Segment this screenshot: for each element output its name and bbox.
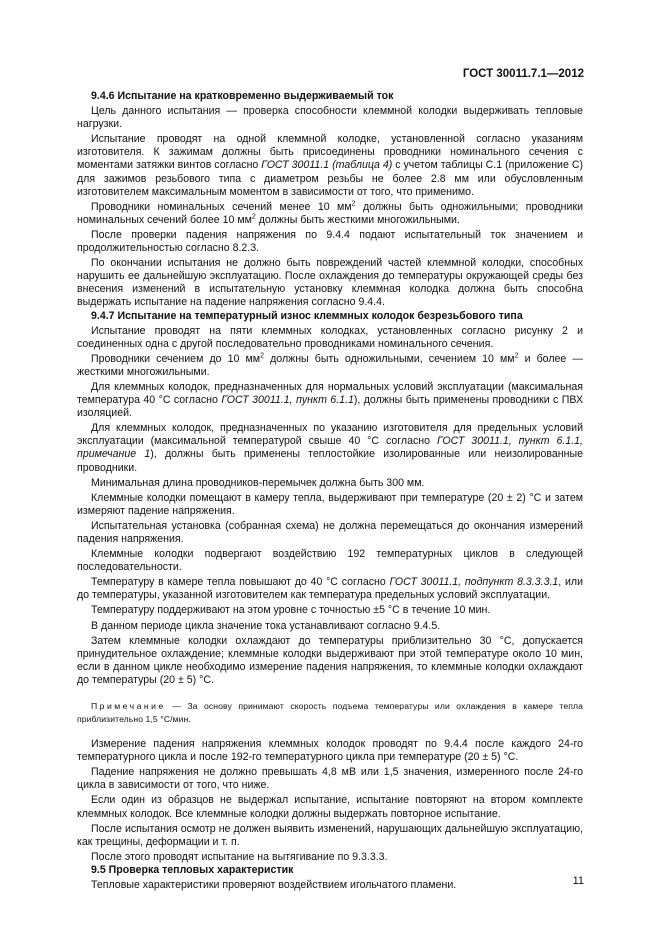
paragraph: После этого проводят испытание на вытягивание по 9.3.3.3.	[91, 850, 388, 863]
paragraph: После проверки падения напряжения по 9.4.4 подают испытательный ток значением и продолжительностью согласно 8.2.3.	[77, 228, 583, 255]
text-run: Испытание проводят на одной клеммной колодке, установленной согласно указаниям изготовителя. К зажимам должны быть присоединены проводники номинального сечения с моментами затяжки винтов согласно	[77, 133, 583, 172]
paragraph	[77, 353, 583, 379]
paragraph: Измерение падения напряжения клеммных колодок проводят по 9.4.4 после каждого 24-го температурного цикла и после 192-го температурного цикла при температуре (20 ± 5) °С.	[77, 738, 583, 764]
standard-reference: ГОСТ 30011.1, пункт 6.1.1, примечание 1	[77, 435, 584, 461]
section-heading-9-4-6: 9.4.6 Испытание на кратковременно выдерживаемый ток	[91, 90, 394, 102]
note-text: — За основу принимают скорость подъема температуры или охлаждения в камере тепла приблизительно 1,5 °С/мин.	[77, 701, 583, 724]
superscript: 2	[514, 352, 519, 360]
paragraph: Тепловые характеристики проверяют воздействием игольчатого пламени.	[91, 878, 457, 891]
paragraph: Испытательная установка (собранная схема) не должна перемещаться до окончания измерений падения напряжения.	[77, 519, 583, 545]
paragraph: Падение напряжения не должно превышать 4,8 мВ или 1,5 значения, измеренного после 24-го цикла в зависимости от того, что ниже.	[77, 766, 583, 792]
document-body	[77, 90, 583, 892]
text-run: Температуру в камере тепла повышают до 40 °С согласно	[91, 576, 390, 589]
superscript: 2	[351, 200, 356, 208]
text-run: должны быть одножильными; проводники номинальных сечений более 10 мм	[77, 200, 583, 226]
paragraph: Цель данного испытания — проверка способности клеммной колодки выдерживать тепловые нагрузки.	[77, 105, 583, 131]
paragraph: Минимальная длина проводников-перемычек должна быть 300 мм.	[91, 476, 425, 489]
paragraph	[77, 381, 583, 420]
text-run: с учетом таблицы С.1 (приложение С) для зажимов резьбового типа с диаметром резьбы не более 2.8 мм или обусловленным изготовителем максимальным моментом в зависимости от того, что применимо.	[77, 159, 583, 198]
paragraph: Температуру поддерживают на этом уровне с точностью ±5 °С в течение 10 мин.	[91, 604, 491, 617]
paragraph: Испытание проводят на пяти клеммных колодках, установленных согласно рисунку 2 и соединенных одна с другой последовательно проводниками номинального сечения.	[77, 324, 583, 350]
standard-reference: ГОСТ 30011.1, пункт 6.1.1	[221, 394, 354, 407]
section-heading-9-4-7: 9.4.7 Испытание на температурный износ клеммных колодок безрезьбового типа	[91, 309, 523, 322]
paragraph: В данном периоде цикла значение тока устанавливают согласно 9.4.5.	[91, 619, 441, 632]
text-run: должны быть жесткими многожильными.	[255, 213, 460, 226]
text-run: Проводники сечением до 10 мм	[91, 352, 261, 365]
text-run: ), должны быть применены проводники с ПВХ изоляцией.	[77, 394, 584, 420]
paragraph: По окончании испытания не должно быть повреждений частей клеммной колодки, способных нарушить ее дальнейшую эксплуатацию. После охлаждения до температуры окружающей среды без внесения изменений в испытательную установку клеммная колодка должна быть способна выдержать испытание на падение напряжения согласно 9.4.4.	[77, 257, 583, 309]
paragraph: Затем клеммные колодки охлаждают до температуры приблизительно 30 °С, допускается принудительное охлаждение; клеммные колодки выдерживают при этой температуре около 10 мин, если в данном цикле необходимо измерение падения напряжения, то клеммные колодки охлаждают до температуры (20 ± 5) °С.	[77, 634, 583, 686]
text-run: должны быть одножильными, сечением 10 мм	[264, 352, 515, 365]
paragraph	[77, 576, 583, 602]
section-heading-9-5: 9.5 Проверка тепловых характеристик	[91, 863, 294, 876]
note-label: Примечание	[91, 701, 166, 712]
document-code-header: ГОСТ 30011.7.1—2012	[462, 68, 584, 80]
paragraph: Клеммные колодки помещают в камеру тепла, выдерживают при температуре (20 ± 2) °С и затем измеряют падение напряжения.	[77, 491, 583, 517]
paragraph	[77, 201, 583, 227]
standard-reference: ГОСТ 30011.1, подпункт 8.3.3.3.1	[389, 576, 559, 589]
standard-reference: ГОСТ 30011.1 (таблица 4)	[261, 159, 393, 172]
note	[77, 700, 583, 725]
paragraph	[77, 422, 583, 474]
paragraph: Клеммные колодки подвергают воздействию 192 температурных циклов в следующей последовательности.	[77, 548, 583, 574]
text-run: Проводники номинальных сечений менее 10 мм	[91, 200, 352, 213]
text-run: Для клеммных колодок, предназначенных для нормальных условий эксплуатации (максимальная температура 40 °С согласно	[77, 380, 583, 407]
text-run: , или до температуры, указанной изготовителем как температура предельных условий эксплуатации.	[77, 576, 583, 602]
text-run: и более — жесткими многожильными.	[77, 352, 583, 378]
paragraph	[77, 133, 583, 198]
text-run: ), должны быть применены теплостойкие изолированные или неизолированные проводники.	[77, 448, 583, 474]
text-run: Для клеммных колодок, предназначенных по указанию изготовителя для предельных условий эксплуатации (максимальной температурой свыше 40 °С согласно	[77, 422, 583, 448]
page-number: 11	[572, 875, 584, 887]
paragraph: Если один из образцов не выдержал испытание, испытание повторяют на втором комплекте клеммных колодок. Все клеммные колодки должны выдержать повторное испытание.	[77, 794, 583, 820]
paragraph: После испытания осмотр не должен выявить изменений, нарушающих дальнейшую эксплуатацию, как трещины, деформации и т. п.	[77, 822, 583, 848]
superscript: 2	[251, 213, 256, 221]
superscript: 2	[260, 352, 264, 360]
